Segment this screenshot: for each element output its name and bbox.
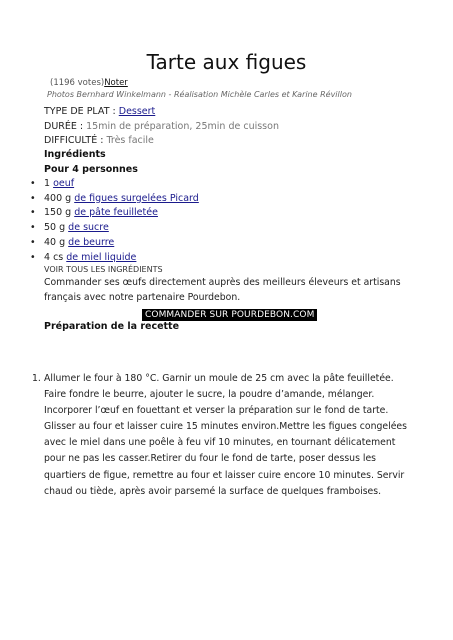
- dish-type-link[interactable]: Dessert: [118, 106, 156, 117]
- ingredient-link[interactable]: de miel liquide: [66, 251, 137, 263]
- ingredient-item: [30, 192, 199, 207]
- ingredient-item: [30, 221, 199, 236]
- ingredient-item: [30, 177, 199, 192]
- ingredient-qty: 1: [44, 178, 54, 189]
- ingredient-link[interactable]: de pâte feuilletée: [74, 207, 158, 219]
- duration: [44, 121, 279, 132]
- preparation-heading: Préparation de la recette: [44, 321, 180, 332]
- photo-credits: Photos Bernhard Winkelmann - Réalisation Michèle Carles et Karine Révillon: [47, 90, 352, 99]
- difficulty-value: Très facile: [106, 135, 154, 146]
- all-ingredients-link[interactable]: VOIR TOUS LES INGRÉDIENTS: [44, 265, 163, 274]
- ingredient-list: [30, 177, 199, 265]
- ingredient-qty: 4 cs: [44, 251, 67, 263]
- ingredient-link[interactable]: de figues surgelées Picard: [74, 192, 199, 204]
- ingredient-link[interactable]: de sucre: [68, 222, 109, 234]
- ingredient-link[interactable]: de beurre: [68, 236, 115, 248]
- step-text: Allumer le four à 180 °C. Garnir un moule de 25 cm avec la pâte feuilletée. Faire fondre le beurre, ajouter le sucre, la poudre d’amande, mélanger. Incorporer l’œuf en fouettant et verser la préparation sur le fond de tarte. Glisser au four et laisser cuire 15 minutes environ.Mettre les figues congelées avec le miel dans une poêle à feu vif 10 minutes, en tournant délicatement pour ne pas les casser.Retirer du four le fond de tarte, poser dessus les quartiers de figue, remettre au four et laisser cuire encore 10 minutes. Servir chaud ou tiède, après avoir parsemé la surface de quelques framboises.: [44, 373, 407, 497]
- duration-label: DURÉE :: [44, 121, 87, 132]
- ingredient-qty: 50 g: [44, 222, 69, 234]
- dish-type-label: TYPE DE PLAT :: [44, 106, 119, 117]
- difficulty-label: DIFFICULTÉ :: [44, 135, 107, 146]
- duration-value: 15min de préparation, 25min de cuisson: [86, 121, 279, 132]
- step-number: 1.: [32, 373, 41, 384]
- step-item: [28, 371, 408, 500]
- servings: Pour 4 personnes: [44, 164, 138, 175]
- ingredient-item: [30, 251, 199, 266]
- ingredient-item: [30, 236, 199, 251]
- ingredient-qty: 400 g: [44, 192, 75, 204]
- ingredients-heading: Ingrédients: [44, 149, 106, 160]
- rate-link[interactable]: Noter: [104, 78, 128, 88]
- ingredient-qty: 150 g: [44, 207, 75, 219]
- recipe-title: Tarte aux figues: [146, 50, 307, 74]
- order-button[interactable]: COMMANDER SUR POURDEBON.COM: [142, 309, 317, 321]
- votes-count: (1196 votes): [50, 78, 105, 88]
- partner-promo-text: Commander ses œufs directement auprès des meilleurs éleveurs et artisans français avec notre partenaire Pourdebon.: [44, 277, 401, 303]
- difficulty: [44, 135, 154, 146]
- dish-type: [44, 106, 155, 117]
- ingredient-qty: 40 g: [44, 236, 69, 248]
- preparation-steps: [28, 371, 408, 500]
- ingredient-link[interactable]: oeuf: [53, 178, 75, 189]
- rating-line: [50, 78, 128, 88]
- ingredient-item: [30, 206, 199, 221]
